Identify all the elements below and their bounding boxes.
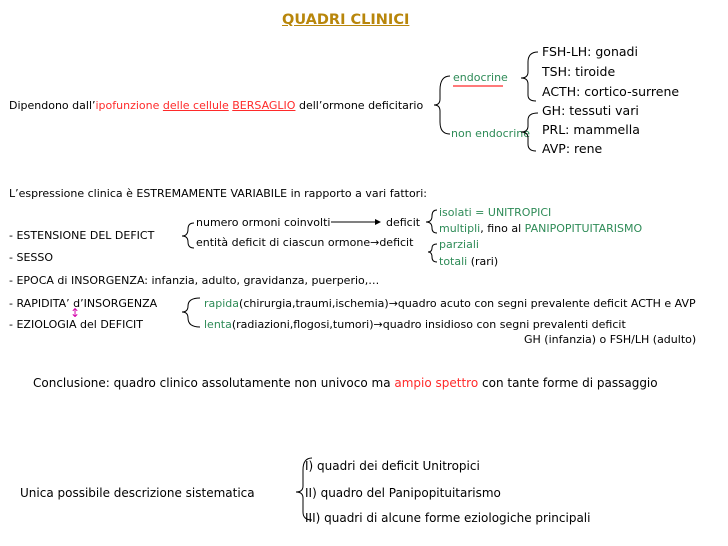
epoca-item: - EPOCA di INSORGENZA: infanzia, adulto, gravidanza, puerperio,… — [9, 274, 380, 287]
hormone-item: GH: tessuti vari — [542, 103, 639, 118]
arrow-icon: → — [373, 318, 383, 331]
brace-non-endocrine-hormones — [521, 113, 538, 151]
sesso-item: - SESSO — [9, 251, 54, 264]
isolati-label: isolati = UNITROPICI — [439, 206, 552, 219]
bottom-list-item: III) quadri di alcune forme eziologiche principali — [305, 511, 591, 525]
bottom-list-item: II) quadro del Panipopituitarismo — [305, 486, 501, 500]
multipli-label: multipli — [439, 222, 481, 235]
rapida-label: rapida — [204, 297, 240, 310]
double-arrow-icon: ↕ — [70, 306, 81, 320]
brace-endocrine-hormones — [521, 52, 538, 101]
arrow-icon: → — [370, 236, 380, 249]
dipendono-suffix: dell’ormone deficitario — [295, 99, 424, 112]
deficit-label: deficit — [386, 216, 421, 229]
ipofunzione-term: ipofunzione — [95, 99, 160, 112]
lenta-outcome: quadro insidioso con segni prevalenti deficit — [382, 318, 626, 331]
rapida-outcome: quadro acuto con segni prevalente deficit ACTH e AVP — [397, 297, 696, 310]
gh-line: GH (infanzia) o FSH/LH (adulto) — [524, 333, 697, 346]
bersaglio-term: BERSAGLIO — [232, 99, 296, 112]
espressione-intro: L’espressione clinica è ESTREMAMENTE VARIABILE in rapporto a vari fattori: — [9, 187, 427, 200]
brace-entita — [428, 244, 437, 262]
hormone-item: TSH: tiroide — [542, 64, 616, 79]
lenta-causes: (radiazioni,flogosi,tumori) — [231, 318, 374, 331]
eziologia-item: - EZIOLOGIA del DEFICIT — [9, 318, 143, 331]
numero-ormoni-label: numero ormoni coinvolti — [196, 216, 331, 229]
rapida-causes: (chirurgia,traumi,ischemia) — [239, 297, 389, 310]
dipendono-prefix: Dipendono dall’ — [9, 99, 96, 112]
unica-descrizione: Unica possibile descrizione sistematica — [20, 486, 255, 500]
deficit-label-2: deficit — [379, 236, 414, 249]
conclusione-suffix: con tante forme di passaggio — [478, 376, 658, 390]
page-title: QUADRI CLINICI — [282, 12, 410, 28]
entita-label: entità deficit di ciascun ormone — [196, 236, 371, 249]
brace-estensione — [182, 223, 194, 248]
totali-label: totali — [439, 255, 468, 268]
parziali-label: parziali — [439, 238, 479, 251]
brace-numero — [426, 210, 437, 233]
brace-rapidita — [182, 298, 200, 327]
lenta-label: lenta — [204, 318, 232, 331]
cellule-term: delle cellule — [162, 99, 229, 112]
brace-endocrine — [434, 76, 450, 134]
estensione-item: - ESTENSIONE DEL DEFICT — [9, 229, 155, 242]
hormone-item: FSH-LH: gonadi — [542, 44, 638, 59]
rapidita-item: - RAPIDITA’ d’INSORGENZA — [9, 297, 158, 310]
bottom-list-item: I) quadri dei deficit Unitropici — [305, 459, 480, 473]
arrow-icon: → — [388, 297, 398, 310]
ampio-spettro-term: ampio spettro — [394, 376, 479, 390]
non-endocrine-label: non endocrine — [451, 127, 530, 140]
conclusione-prefix: Conclusione: quadro clinico assolutamente non univoco ma — [33, 376, 395, 390]
rari-label: (rari) — [467, 255, 499, 268]
hormone-item: ACTH: cortico-surrene — [542, 84, 680, 99]
hormone-item: PRL: mammella — [542, 122, 640, 137]
panipo-label: PANIPOPITUITARISMO — [524, 222, 643, 235]
brace-bottom — [296, 458, 312, 520]
fino-al-label: , fino al — [480, 222, 525, 235]
endocrine-label: endocrine — [453, 71, 508, 84]
hormone-item: AVP: rene — [542, 141, 603, 156]
